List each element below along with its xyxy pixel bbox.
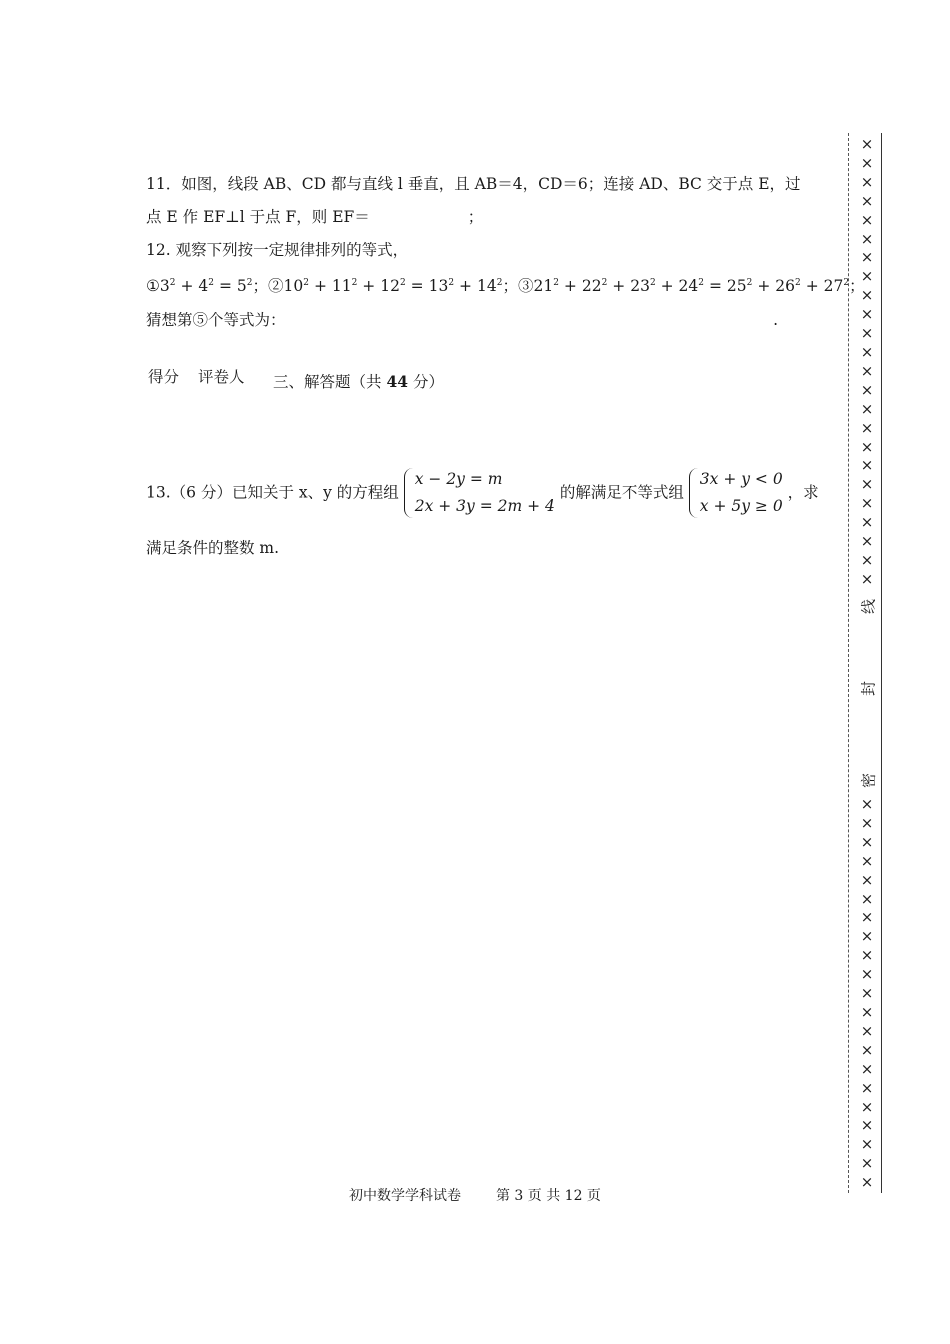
equation-system: [404, 466, 555, 520]
q12-guess-text: 猜想第⑤个等式为：: [146, 311, 286, 329]
x-mark: ×: [860, 1173, 874, 1192]
solid-border-line: [881, 133, 882, 1193]
q13-line1: [146, 466, 819, 520]
x-mark: ×: [860, 305, 874, 324]
x-mark: ×: [860, 153, 874, 172]
x-mark-column-top: [857, 135, 877, 589]
x-mark: ×: [860, 513, 874, 532]
x-mark: ×: [860, 1097, 874, 1116]
x-mark: ×: [860, 172, 874, 191]
left-brace: [689, 468, 699, 518]
q12-guess-end: .: [773, 311, 778, 329]
dashed-cut-line: [848, 133, 849, 1193]
x-mark: ×: [860, 1059, 874, 1078]
q13-prefix: 13.（6 分）已知关于 x、y 的方程组: [146, 483, 399, 502]
x-mark-column-bottom: [857, 795, 877, 1192]
page-footer: [0, 1185, 950, 1205]
x-mark: ×: [860, 135, 874, 153]
q11-line2: [146, 210, 483, 226]
x-mark: ×: [860, 210, 874, 229]
q12-guess: [146, 313, 778, 329]
x-mark: ×: [860, 532, 874, 551]
x-mark: ×: [860, 342, 874, 361]
grader-label: 评卷人: [198, 368, 245, 386]
x-mark: ×: [860, 1021, 874, 1040]
x-mark: ×: [860, 908, 874, 927]
x-mark: ×: [860, 191, 874, 210]
q11-line2-end: ；: [467, 208, 484, 226]
score-label: 得分: [148, 368, 180, 386]
section3-title-a: 三、解答题（共: [273, 373, 387, 391]
x-mark: ×: [860, 984, 874, 1003]
binding-margin: [848, 133, 882, 1193]
x-mark: ×: [860, 324, 874, 343]
inequality-row: 3x + y < 0: [699, 470, 783, 488]
x-mark: ×: [860, 267, 874, 286]
x-mark: ×: [860, 569, 874, 588]
q13-suffix: ，求: [787, 483, 819, 502]
x-mark: ×: [860, 494, 874, 513]
q13-middle: 的解满足不等式组: [559, 483, 684, 502]
x-mark: ×: [860, 1078, 874, 1097]
x-mark: ×: [860, 437, 874, 456]
x-mark: ×: [860, 1154, 874, 1173]
label-line: 线: [859, 599, 878, 615]
x-mark: ×: [860, 418, 874, 437]
x-mark: ×: [860, 286, 874, 305]
x-mark: ×: [860, 399, 874, 418]
section3-title: [273, 374, 444, 391]
q11-line1: 11．如图，线段 AB、CD 都与直线 l 垂直，且 AB＝4，CD＝6；连接 AD、BC 交于点 E，过: [146, 175, 801, 193]
x-mark: ×: [860, 889, 874, 908]
x-mark: ×: [860, 832, 874, 851]
x-mark: ×: [860, 795, 874, 813]
x-mark: ×: [860, 1135, 874, 1154]
q13-line2: 满足条件的整数 m.: [146, 539, 280, 557]
equation-row: 2x + 3y = 2m + 4: [414, 497, 555, 515]
footer-subject: 初中数学学科试卷: [349, 1188, 462, 1204]
x-mark: ×: [860, 380, 874, 399]
x-mark: ×: [860, 229, 874, 248]
x-mark: ×: [860, 927, 874, 946]
x-mark: ×: [860, 946, 874, 965]
section3-title-b: 分）: [408, 373, 444, 391]
inequality-system: [689, 466, 783, 520]
x-mark: ×: [860, 475, 874, 494]
inequality-row: x + 5y ≥ 0: [699, 497, 783, 515]
x-mark: ×: [860, 456, 874, 475]
x-mark: ×: [860, 248, 874, 267]
x-mark: ×: [860, 361, 874, 380]
x-mark: ×: [860, 965, 874, 984]
q12-equations: $①3^2 + 4^2 = 5^2$；$②10^2 + 11^2 + 12^2 = 13^2 + 14^2$；$③21^2 + 22^2 + 23^2 + 24^2 = 25^2 + 26^2 + 27^2$；: [146, 277, 865, 295]
x-mark: ×: [860, 1002, 874, 1021]
label-secret: 密: [859, 773, 878, 789]
x-mark: ×: [860, 870, 874, 889]
left-brace: [404, 468, 414, 518]
x-mark: ×: [860, 1040, 874, 1059]
x-mark: ×: [860, 1116, 874, 1135]
q11-line2-text: 点 E 作 EF⊥l 于点 F，则 EF＝: [146, 208, 370, 226]
equation-row: x − 2y = m: [414, 470, 503, 488]
x-mark: ×: [860, 550, 874, 569]
x-mark: ×: [860, 851, 874, 870]
q12-title: 12. 观察下列按一定规律排列的等式，: [146, 241, 409, 259]
label-seal: 封: [859, 681, 878, 697]
section3-points: 44: [386, 372, 409, 391]
x-mark: ×: [860, 813, 874, 832]
footer-page: 第 3 页 共 12 页: [495, 1188, 601, 1204]
